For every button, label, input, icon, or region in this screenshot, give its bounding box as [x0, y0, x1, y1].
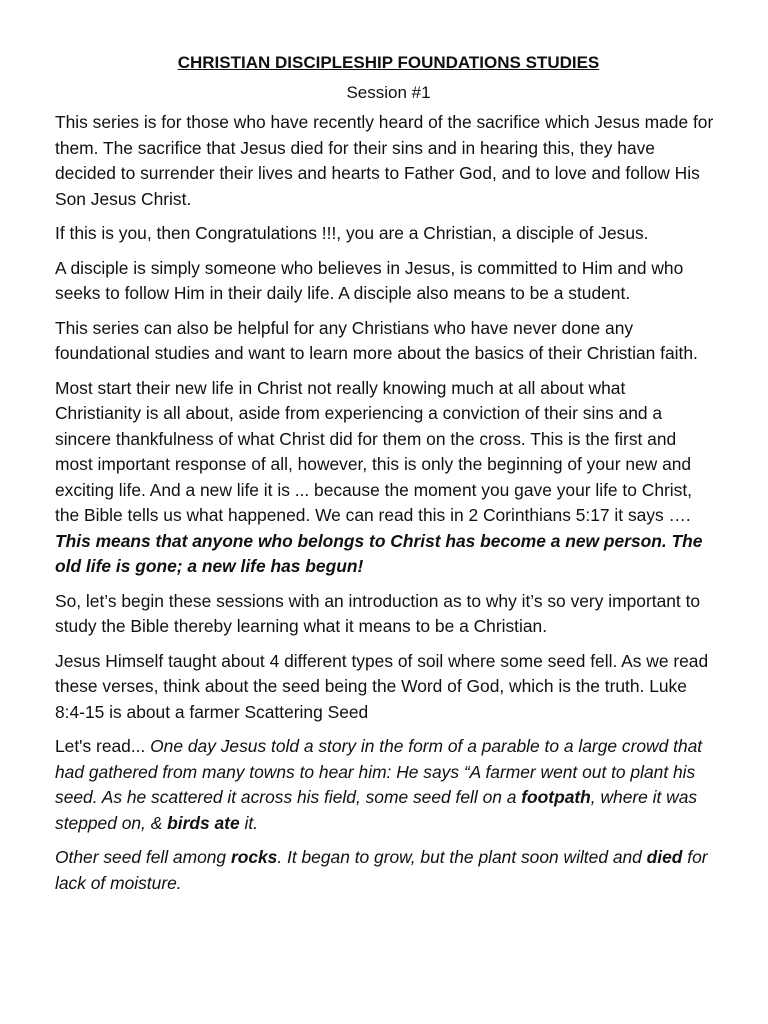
paragraph-series-helpful: This series can also be helpful for any Christians who have never done any foundational studies and want to learn more about the basics of their Christian faith. — [55, 317, 698, 363]
paragraph-lets-read — [55, 734, 714, 836]
paragraph-begin-sessions: So, let’s begin these sessions with an introduction as to why it’s so very important to study the Bible thereby learning what it means to be a Christian. — [55, 590, 701, 636]
paragraph-four-soils: Jesus Himself taught about 4 different types of soil where some seed fell. As we read these verses, think about the seed being the Word of God, which is the truth. Luke 8:4-15 is about a farmer Scattering Seed — [55, 650, 709, 722]
paragraph-intro: This series is for those who have recently heard of the sacrifice which Jesus made for them. The sacrifice that Jesus died for their sins and in hearing this, they have decided to surrender their lives and hearts to Father God, and to love and follow His Son Jesus Christ. — [55, 112, 714, 209]
parable-text-1: One day Jesus told a story in the form of a parable to a large crowd that had gathered from many towns to hear him: He says “A farmer went out to plant his seed. As he scattered it across his field, some seed fell on a — [55, 736, 703, 807]
rocks-text-1: Other seed fell among — [55, 847, 231, 867]
paragraph-rocks — [55, 845, 714, 896]
session-label: Session #1 — [346, 83, 431, 102]
new-life-text: Most start their new life in Christ not really knowing much at all about what Christianity is all about, aside from experiencing a conviction of their sins and a sincere thankfulness of what Christ did for them on the cross. This is the first and most important response of all, however, this is only the beginning of your new and exciting life. And a new life it is ... because the moment you gave your life to Christ, the Bible tells us what happened. We can read this in 2 Corinthians 5:17 it says …. — [55, 377, 693, 525]
rocks-text-3: for lack of moisture. — [55, 847, 708, 893]
document-title: CHRISTIAN DISCIPLESHIP FOUNDATIONS STUDIES — [177, 53, 600, 72]
rocks-text-2: . It began to grow, but the plant soon wilted and — [277, 847, 647, 867]
paragraph-disciple-definition: A disciple is simply someone who believes in Jesus, is committed to Him and who seeks to follow Him in their daily life. A disciple also means to be a student. — [55, 257, 684, 303]
parable-emphasis-birds-ate: birds ate — [167, 812, 240, 833]
died-emphasis: died — [646, 847, 683, 867]
parable-text-2: , where it was stepped on, & — [55, 787, 698, 833]
parable-emphasis-footpath: footpath — [521, 787, 591, 807]
paragraph-new-life — [55, 376, 714, 580]
lets-read-intro: Let's read... — [55, 736, 151, 756]
paragraph-congratulations: If this is you, then Congratulations !!!, you are a Christian, a disciple of Jesus. — [55, 223, 649, 243]
rocks-emphasis: rocks — [230, 847, 278, 867]
scripture-quote-corinthians: This means that anyone who belongs to Christ has become a new person. The old life is gone; a new life has begun! — [55, 530, 703, 576]
parable-text-3: it. — [239, 812, 258, 833]
